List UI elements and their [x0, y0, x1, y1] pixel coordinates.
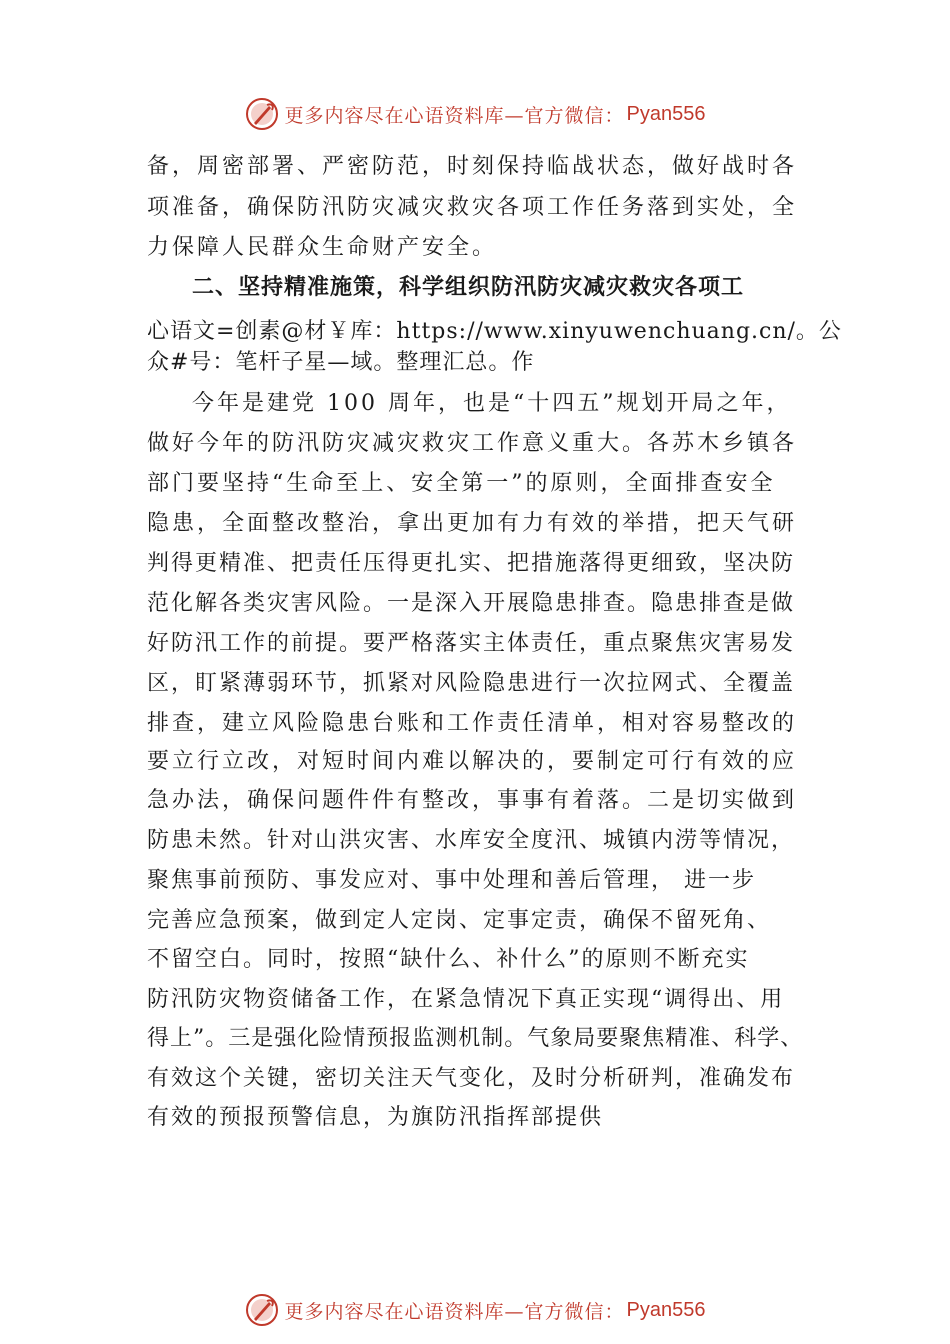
text-line: 急办法，确保问题件件有整改，事事有着落。二是切实做到	[147, 788, 798, 813]
text-line: 力保障人民群众生命财产安全。	[147, 235, 498, 260]
text-line: 隐患，全面整改整治，拿出更加有力有效的举措，把天气研	[147, 511, 798, 536]
banner-wechat-handle: Pyan556	[626, 1298, 706, 1321]
banner-text: 更多内容尽在心语资料库—官方微信：	[284, 1300, 625, 1323]
text-line: 范化解各类灾害风险。一是深入开展隐患排查。隐患排查是做	[147, 591, 796, 616]
text-line: 部门要坚持“生命至上、安全第一”的原则，全面排查安全	[147, 471, 776, 496]
text-line: 排查，建立风险隐患台账和工作责任清单，相对容易整改的	[147, 711, 798, 736]
text-line: 防患未然。针对山洪灾害、水库安全度汛、城镇内涝等情况，	[147, 828, 796, 853]
text-line: 要立行立改，对短时间内难以解决的，要制定可行有效的应	[147, 749, 798, 774]
text-line: 聚焦事前预防、事发应对、事中处理和善后管理， 进一步	[147, 868, 756, 893]
text-line: 区，盯紧薄弱环节，抓紧对风险隐患进行一次拉网式、全覆盖	[147, 671, 796, 696]
text-line: 有效的预报预警信息，为旗防汛指挥部提供	[147, 1105, 604, 1130]
text-line: 有效这个关键，密切关注天气变化，及时分析研判，准确发布	[147, 1066, 796, 1091]
quill-logo-icon	[245, 1293, 279, 1327]
section-heading: 二、坚持精准施策，科学组织防汛防灾减灾救灾各项工	[192, 275, 745, 300]
quill-logo-icon	[245, 97, 279, 131]
text-line: 备，周密部署、严密防范，时刻保持临战状态，做好战时各	[147, 154, 798, 179]
text-line: 项准备，确保防汛防灾减灾救灾各项工作任务落到实处，全	[147, 195, 798, 220]
text-line: 完善应急预案，做到定人定岗、定事定责，确保不留死角、	[147, 908, 772, 933]
text-line: 不留空白。同时，按照“缺什么、补什么”的原则不断充实	[147, 947, 750, 972]
text-line: 防汛防灾物资储备工作，在紧急情况下真正实现“调得出、用	[147, 987, 785, 1012]
watermark-line: 众#号：笔杆子星—域。整理汇总。作	[147, 350, 535, 375]
header-banner	[0, 92, 950, 136]
text-line: 好防汛工作的前提。要严格落实主体责任，重点聚焦灾害易发	[147, 631, 796, 656]
text-line: 得上”。三是强化险情预报监测机制。气象局要聚焦精准、科学、	[147, 1026, 804, 1051]
text-line: 判得更精准、把责任压得更扎实、把措施落得更细致，坚决防	[147, 551, 796, 576]
text-line: 今年是建党 100 周年，也是“十四五”规划开局之年，	[192, 391, 792, 416]
watermark-line: 心语文=创素@材￥库：https://www.xinyuwenchuang.cn/。公	[147, 319, 842, 344]
footer-banner	[0, 1288, 950, 1332]
banner-text: 更多内容尽在心语资料库—官方微信：	[284, 104, 625, 127]
text-line: 做好今年的防汛防灾减灾救灾工作意义重大。各苏木乡镇各	[147, 431, 798, 456]
banner-wechat-handle: Pyan556	[626, 102, 706, 125]
